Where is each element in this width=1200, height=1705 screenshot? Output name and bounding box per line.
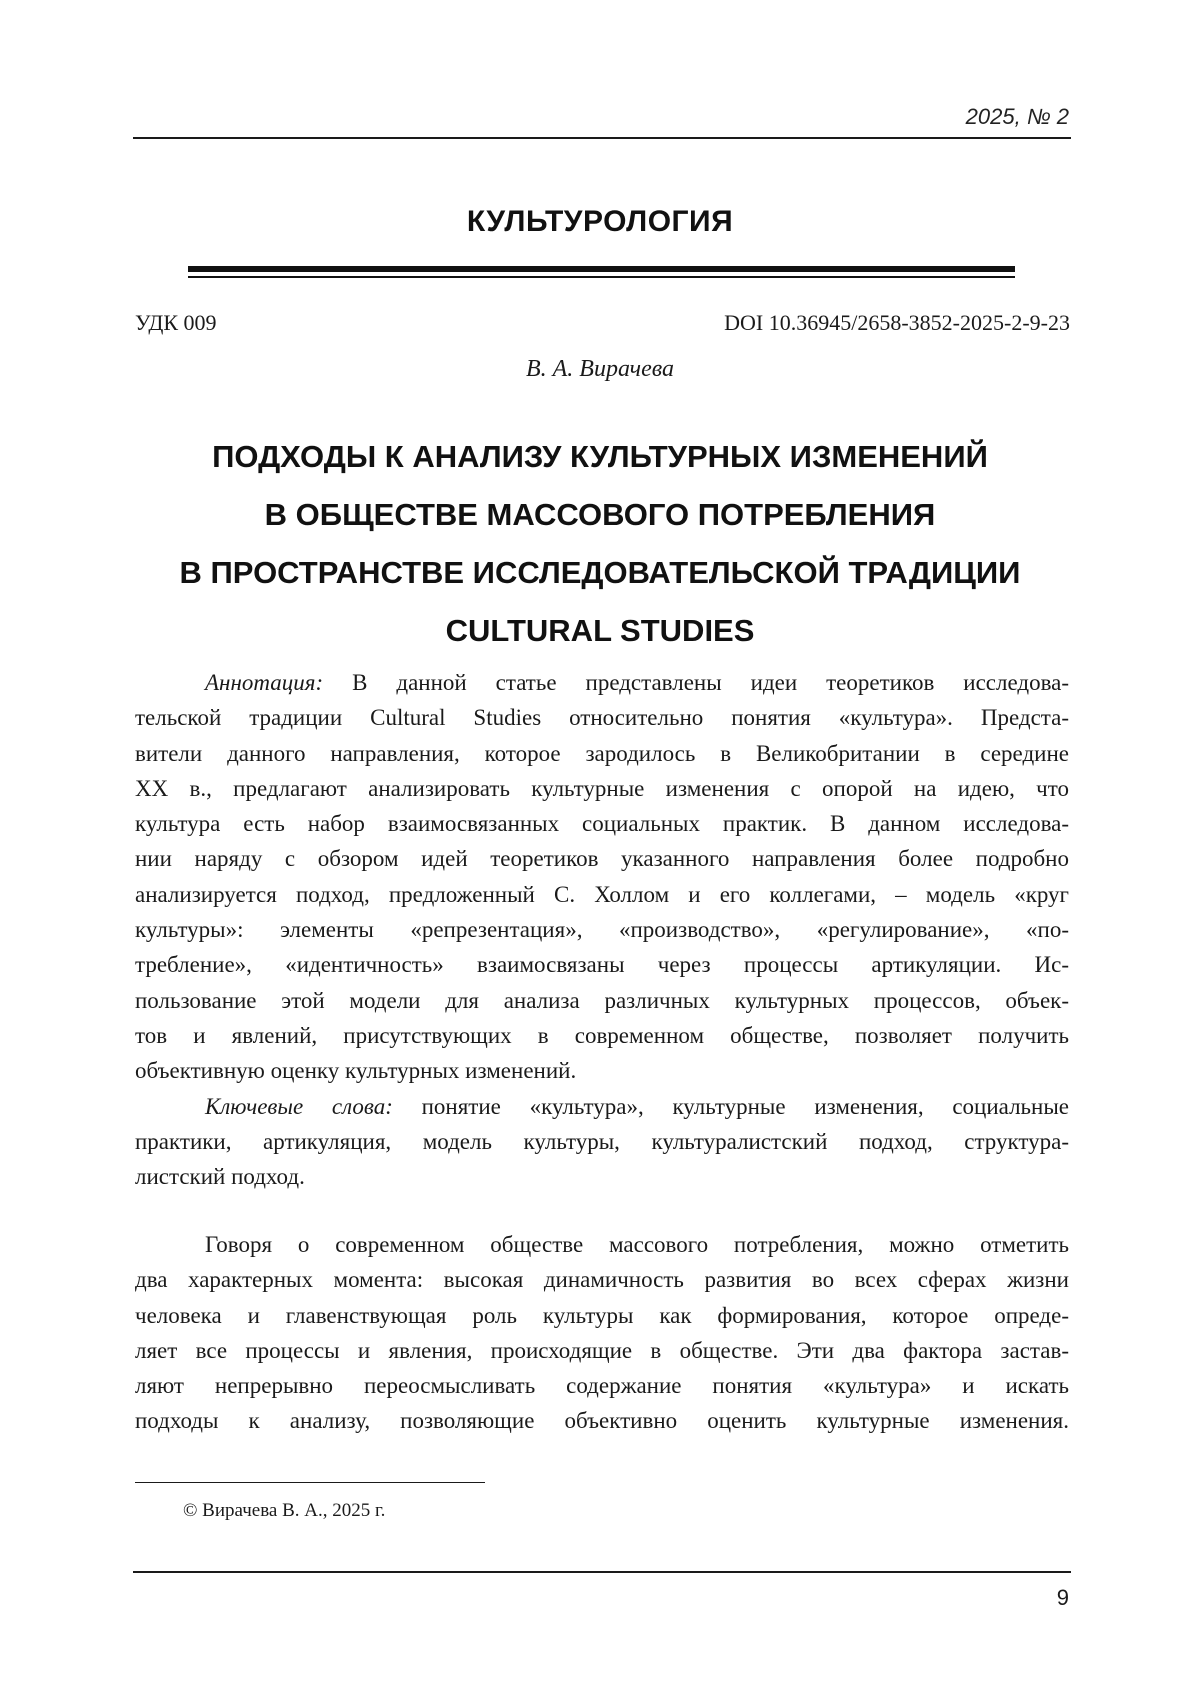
page-number: 9 <box>1056 1585 1069 1610</box>
body-line: подходы к анализу, позволяющие объективно оценить культурные изменения. <box>135 1408 1069 1434</box>
footnote-rule <box>135 1482 485 1483</box>
abstract-text: В данной статье представлены идеи теоретиков исследова- <box>352 670 1069 695</box>
abstract-line: XX в., предлагают анализировать культурные изменения с опорой на идею, что <box>135 775 1069 801</box>
abstract-line: тов и явлений, присутствующих в современном обществе, позволяет получить <box>135 1022 1069 1048</box>
keywords-text: понятие «культура», культурные изменения, социальные <box>421 1093 1069 1119</box>
abstract-line: культуры»: элементы «репрезентация», «производство», «регулирование», «по- <box>135 917 1069 943</box>
abstract-label: Аннотация: <box>205 670 324 695</box>
title-line: В ПРОСТРАНСТВЕ ИССЛЕДОВАТЕЛЬСКОЙ ТРАДИЦИИ <box>179 555 1021 590</box>
body-line: человека и главенствующая роль культуры как формирования, которое опреде- <box>135 1302 1069 1328</box>
abstract-line: нии наряду с обзором идей теоретиков указанного направления более подробно <box>135 846 1069 872</box>
body-line: ляет все процессы и явления, происходящие в обществе. Эти два фактора застав- <box>135 1337 1069 1363</box>
doi: DOI 10.36945/2658-3852-2025-2-9-23 <box>724 310 1070 335</box>
abstract-line: вители данного направления, которое зародилось в Великобритании в середине <box>135 740 1069 766</box>
body-line: ляют непрерывно переосмысливать содержание понятия «культура» и искать <box>135 1373 1069 1399</box>
body-line: два характерных момента: высокая динамичность развития во всех сферах жизни <box>135 1267 1069 1293</box>
abstract-line: культура есть набор взаимосвязанных социальных практик. В данном исследова- <box>135 811 1069 837</box>
section-title: КУЛЬТУРОЛОГИЯ <box>466 205 734 238</box>
article-title <box>150 428 1050 660</box>
title-line: В ОБЩЕСТВЕ МАССОВОГО ПОТРЕБЛЕНИЯ <box>264 497 936 532</box>
abstract-line: объективную оценку культурных изменений. <box>135 1058 577 1084</box>
title-line: ПОДХОДЫ К АНАЛИЗУ КУЛЬТУРНЫХ ИЗМЕНЕНИЙ <box>212 439 988 474</box>
abstract-line: тельской традиции Cultural Studies относительно понятия «культура». Предста- <box>135 705 1069 731</box>
footer-rule <box>133 1571 1071 1573</box>
udc-code: УДК 009 <box>135 310 217 335</box>
footnote: © Вирачева В. А., 2025 г. <box>183 1500 386 1521</box>
section-rule-thin <box>188 276 1015 278</box>
abstract-line: пользование этой модели для анализа различных культурных процессов, объек- <box>135 987 1069 1013</box>
abstract <box>135 665 1069 1194</box>
abstract-first-line <box>135 665 1069 700</box>
body-text <box>135 1227 1069 1439</box>
title-line: CULTURAL STUDIES <box>445 613 755 648</box>
body-line: Говоря о современном обществе массового потребления, можно отметить <box>205 1232 1069 1257</box>
keywords-line: листский подход. <box>135 1164 305 1190</box>
section-rule-thick <box>188 266 1015 272</box>
keywords-label: Ключевые слова: <box>205 1093 393 1119</box>
author: В. А. Вирачева <box>525 356 675 382</box>
abstract-line: требление», «идентичность» взаимосвязаны через процессы артикуляции. Ис- <box>135 952 1069 978</box>
issue-number: 2025, № 2 <box>965 104 1069 129</box>
abstract-line: анализируется подход, предложенный С. Холлом и его коллегами, – модель «круг <box>135 881 1069 907</box>
keywords-line: практики, артикуляция, модель культуры, культуралистский подход, структура- <box>135 1128 1069 1154</box>
keywords-first-line <box>135 1089 1069 1124</box>
header-rule <box>133 137 1071 139</box>
